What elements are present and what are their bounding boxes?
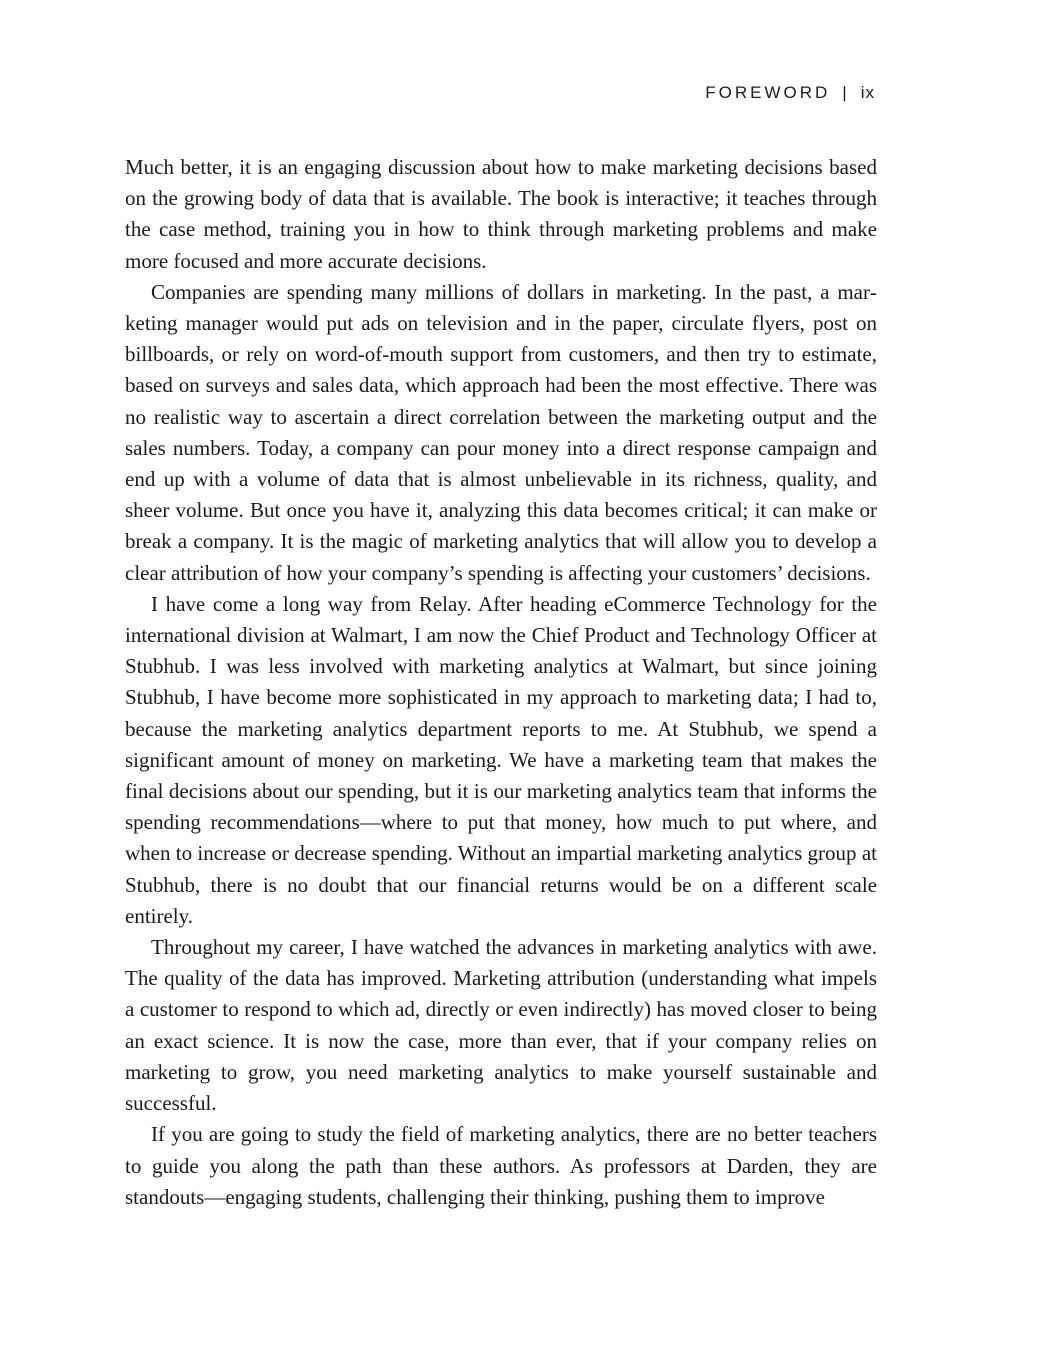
paragraph: Throughout my career, I have watched the advances in marketing analytics with awe. The quality of the data has improved. Marketing attribution (understanding what impels a customer to respond to which ad, directly or even indirectly) has moved closer to being an exact science. It is now the case, more than ever, that if your company relies on marketing to grow, you need marketing analytics to make yourself sustainable and successful. (125, 935, 877, 1116)
paragraph: Much better, it is an engaging discussion about how to make marketing decisions based on the growing body of data that is available. The book is interactive; it teaches through the case method, training you in how to think through marketing problems and make more focused and more accurate decisions. (125, 155, 877, 273)
body-text (125, 152, 877, 1213)
page-number: ix (860, 83, 875, 102)
paragraph: Companies are spending many millions of dollars in marketing. In the past, a marketing manager would put ads on television and in the paper, circulate flyers, post on billboards, or rely on word-of-mouth support from customers, and then try to estimate, based on surveys and sales data, which approach had been the most effective. There was no realistic way to ascertain a direct correlation between the marketing output and the sales numbers. Today, a company can pour money into a direct response campaign and end up with a volume of data that is almost unbelievable in its richness, quality, and sheer volume. But once you have it, analyzing this data becomes critical; it can make or break a company. It is the magic of marketing analytics that will allow you to develop a clear attribution of how your company’s spending is affecting your customers’ decisions. (125, 279, 877, 585)
running-head (705, 83, 875, 103)
header-separator: | (842, 83, 847, 102)
section-title: FOREWORD (705, 83, 831, 102)
paragraph: If you are going to study the field of marketing analytics, there are no better teachers to guide you along the path than these authors. As professors at Darden, they are standouts—engaging students, challenging their thinking, pushing them to improve (125, 1122, 877, 1209)
paragraph: I have come a long way from Relay. After heading eCommerce Technology for the international division at Walmart, I am now the Chief Product and Technology Officer at Stubhub. I was less involved with marketing analytics at Walmart, but since joining Stubhub, I have become more sophisticated in my approach to marketing data; I had to, because the marketing analytics department reports to me. At Stubhub, we spend a significant amount of money on marketing. We have a marketing team that makes the final decisions about our spending, but it is our marketing analytics team that informs the spending recommendations—where to put that money, how much to put where, and when to increase or decrease spending. Without an impartial marketing analytics group at Stubhub, there is no doubt that our financial returns would be on a different scale entirely. (125, 591, 877, 928)
